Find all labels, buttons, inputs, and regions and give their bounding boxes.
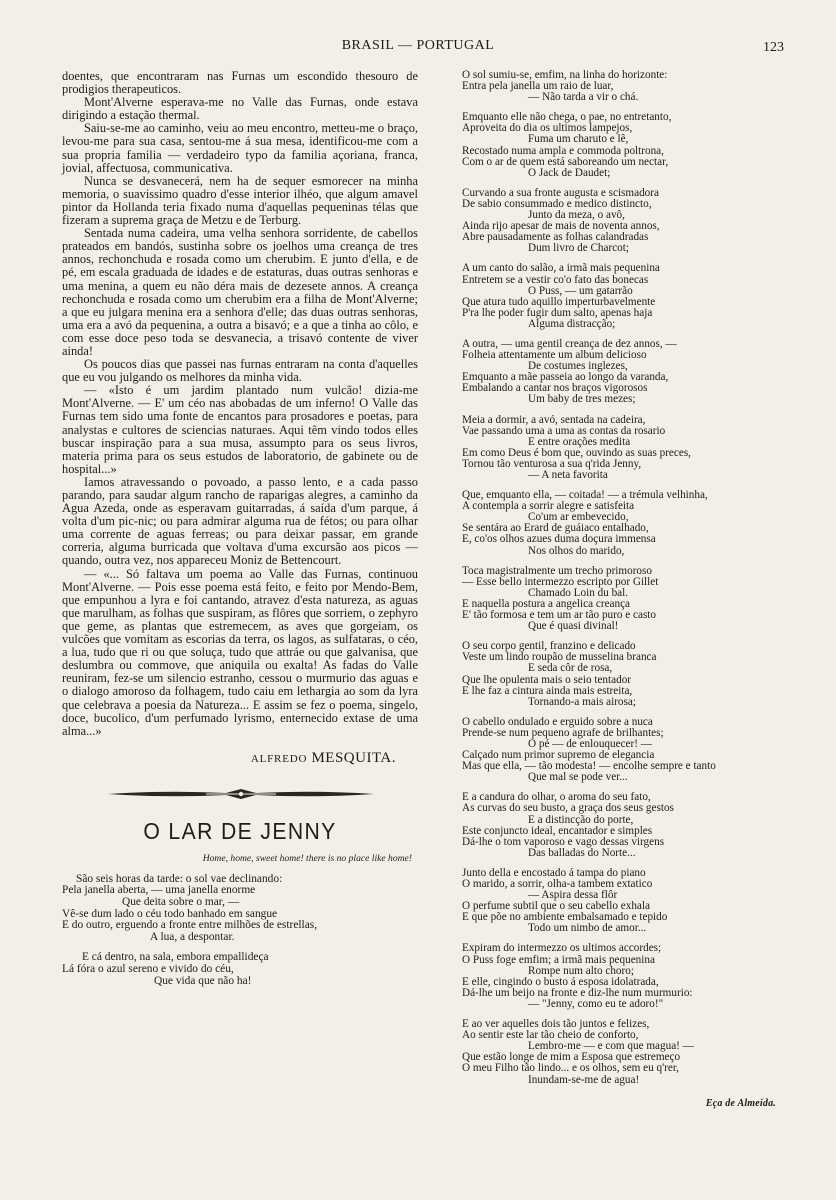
poem-line: — Aspira dessa flôr <box>528 889 618 902</box>
poem-line: A um canto do salão, a irmã mais pequenina <box>462 262 660 275</box>
stanza <box>462 943 776 1010</box>
poem-line: — Esse bello intermezzo escripto por Gillet <box>462 575 659 588</box>
poem-line: Inundam-se-me de agua! <box>528 1073 640 1086</box>
poem-line: E elle, cingindo o busto á esposa idolatrada, <box>462 975 659 988</box>
poem-line: Entra pela janella um raio de luar, <box>462 80 614 93</box>
poem-line: Junto da meza, o avô, <box>528 209 625 222</box>
poem-line: O Puss foge emfim; a irmã mais pequenina <box>462 953 655 966</box>
poem-line: O cabello ondulado e erguido sobre a nuca <box>462 715 653 728</box>
signature-last-name: MESQUITA. <box>311 749 396 766</box>
poem-line: Lembro-me — e com que magua! — <box>528 1040 694 1053</box>
poem-line: Embalando a cantar nos braços vigorosos <box>462 382 648 395</box>
running-title: BRASIL — PORTUGAL <box>341 38 495 53</box>
poem-title: O LAR DE JENNY <box>143 817 337 844</box>
poem-line: Junto della e encostado á tampa do piano <box>462 866 646 879</box>
poem-right-part <box>462 70 776 1086</box>
poem-line: Que deita sobre o mar, — <box>122 895 240 908</box>
poem-line: E seda côr de rosa, <box>528 662 613 675</box>
poem-line: E ao ver aquelles dois tão juntos e felizes, <box>462 1018 650 1031</box>
poem-line: Dum livro de Charcot; <box>528 242 629 255</box>
poem-line: E, co'os olhos azues duma doçura immensa <box>462 533 656 546</box>
poem-line: A lua, a despontar. <box>150 930 235 943</box>
poem-line: Dá-lhe o tom vaporoso e vago dessas virgens <box>462 835 665 848</box>
poem-line: Lá fóra o azul sereno e vivido do céu, <box>62 962 234 975</box>
poem-line: Chamado Loin du bal. <box>528 586 629 599</box>
poem-line: Dá-lhe um beijo na fronte e diz-lhe num murmurio: <box>462 986 693 999</box>
poem-line: Veste um lindo roupão de musselina branca <box>462 651 657 664</box>
poem-line: Vae passando uma a uma as contas da rosario <box>462 424 666 437</box>
poem-line: A outra, — uma gentil creança de dez annos, — <box>462 337 677 350</box>
poem-line: O seu corpo gentil, franzino e delicado <box>462 640 636 653</box>
stanza <box>462 868 776 935</box>
poem-line: E lhe faz a cintura ainda mais estreita, <box>462 684 633 697</box>
poem-line: Aproveita do dia os ultimos lampejos, <box>462 122 633 135</box>
poem-line: E a candura do olhar, o aroma do seu fato, <box>462 791 651 804</box>
poem-line: E que põe no ambiente embalsamado e tepido <box>462 911 668 924</box>
poem-line: Em como Deus é bom que, ouvindo as suas preces, <box>462 446 691 459</box>
signature-first-name: ALFREDO <box>250 752 308 765</box>
stanza <box>462 112 776 179</box>
poem-line: Fuma um charuto e lê, <box>528 133 629 146</box>
poem-line: O Puss, — um gatarrão <box>528 284 633 297</box>
poem-line: Que atura tudo aquillo imperturbavelmente <box>462 295 656 308</box>
poem-line: O meu Filho tão lindo... e os olhos, sem eu q'rer, <box>462 1062 679 1075</box>
poem-line: Vê-se dum lado o céu todo banhado em sangue <box>62 907 278 920</box>
poem-line: Recostado numa ampla e commoda poltrona, <box>462 144 664 157</box>
poem-line: De sabio consummado e medico distincto, <box>462 197 652 210</box>
poem-line: E cá dentro, na sala, embora empallideça <box>82 951 269 964</box>
stanza <box>462 339 776 406</box>
poem-line: Pela janella aberta, — uma janella enorme <box>62 884 256 897</box>
paragraph: doentes, que encontraram nas Furnas um escondido thesouro de prodigios therapeuticos. <box>62 69 418 97</box>
stanza <box>462 490 776 557</box>
poem-line: Tornou tão venturosa a sua q'rida Jenny, <box>462 457 642 470</box>
poem-line: E naquella postura a angelica creança <box>462 597 631 610</box>
paragraph: Sentada numa cadeira, uma velha senhora sorridente, de cabellos prateados em bandós, sustinha sobre os joelhos uma creança de tres annos, rechonchuda e rosada como um cherubim. E junto d'ella, e de pé, em escala graduada de idades e de estaturas, duas outras senhoras e uma menina, a quem eu não déra mais de dezesete annos. A creança rechonchuda e rosada como um cherubim era a filha de Mont'Alverne; a que eu julgara menina era a senhora d'elle; das duas outras senhoras, uma era a avó da pequenina, a outra a bisavó; e a que a tinha ao côlo, e com esse doce peso toda se desvanecia, a trisavó contente de viver ainda! <box>62 226 418 358</box>
poem-line: E a distincção do porte, <box>528 813 634 826</box>
page-header <box>0 38 836 58</box>
poem-line: Que, emquanto ella, — coitada! — a trémula velhinha, <box>462 489 708 502</box>
poem-line: Que estão longe de mim a Esposa que estremeço <box>462 1051 681 1064</box>
poem-line: P'ra lhe poder fugir dum salto, apenas haja <box>462 306 653 319</box>
stanza <box>462 717 776 784</box>
poem-line: Tornando-a mais airosa; <box>528 695 636 708</box>
ornament-divider-icon <box>106 787 376 801</box>
poem-line: Nos olhos do marido, <box>528 544 625 557</box>
paragraph: Nunca se desvanecerá, nem ha de sequer esmorecer na minha memoria, o suavissimo quadro d'esse interior ilhéo, que algum amavel pintor da Hollanda teria fixado numa d'aquellas pequeninas télas que fizeram a suprema graça de Metzu e de Terburg. <box>62 173 418 228</box>
stanza <box>62 952 418 987</box>
poem-left-part <box>62 874 418 987</box>
poem-line: Mas que ella, — tão modesta! — encolhe sempre e tanto <box>462 760 716 773</box>
poem-line: Alguma distracção; <box>528 317 616 330</box>
poem-line: Abre pausadamente as folhas calandradas <box>462 231 649 244</box>
poem-line: E entre orações medita <box>528 435 631 448</box>
poem-line: Das balladas do Norte... <box>528 846 636 859</box>
poem-line: Folheia attentamente um album delicioso <box>462 349 647 362</box>
poem-line: O sol sumiu-se, emfim, na linha do horizonte: <box>462 69 668 81</box>
poem-line: — "Jenny, como eu te adoro!" <box>528 997 664 1010</box>
poem-line: Emquanto a mãe passeia ao longo da varanda, <box>462 371 669 384</box>
poem-epigraph: Home, home, sweet home! there is no place like home! <box>202 852 412 864</box>
stanza <box>462 263 776 330</box>
poem-line: O Jack de Daudet; <box>528 166 611 179</box>
poem-author: Eça de Almeida. <box>705 1097 776 1109</box>
stanza <box>462 566 776 633</box>
poem-line: Que é quasi divinal! <box>528 620 619 633</box>
paragraph: Mont'Alverne esperava-me no Valle das Furnas, onde estava dirigindo a estação thermal. <box>62 95 418 123</box>
poem-line: Que mal se pode ver... <box>528 771 628 784</box>
poem-line: — Não tarda a vir o chá. <box>528 91 639 104</box>
left-column <box>62 70 418 996</box>
poem-line: Este conjuncto ideal, encantador e simples <box>462 824 653 837</box>
poem-line: Curvando a sua fronte augusta e scismadora <box>462 186 659 199</box>
poem-line: Que vida que não ha! <box>154 974 252 987</box>
poem-line: Com o ar de quem está saboreando um nectar, <box>462 155 669 168</box>
poem-line: Expiram do intermezzo os ultimos accordes; <box>462 942 662 955</box>
poem-line: Um baby de tres mezes; <box>528 393 636 406</box>
poem-line: Se sentára ao Erard de guáiaco entalhado, <box>462 522 649 535</box>
page-number: 123 <box>763 40 784 55</box>
article-signature <box>62 750 396 767</box>
stanza <box>462 188 776 255</box>
stanza <box>462 415 776 482</box>
stanza <box>462 70 776 103</box>
poem-line: E do outro, erguendo a fronte entre milhões de estrellas, <box>62 919 318 932</box>
poem-line: Calçado num primor supremo de elegancia <box>462 749 655 762</box>
poem-line: O perfume subtil que o seu cabello exhala <box>462 900 650 913</box>
poem-line: A contempla a sorrir alegre e satisfeita <box>462 500 635 513</box>
poem-line: Meia a dormir, a avó, sentada na cadeira, <box>462 413 646 426</box>
paragraph: Os poucos dias que passei nas furnas entraram na conta d'aquelles que eu vou julgando os melhores da minha vida. <box>62 357 418 385</box>
poem-line: Toca magistralmente um trecho primoroso <box>462 564 652 577</box>
poem-line: Emquanto elle não chega, o pae, no entretanto, <box>462 111 672 124</box>
article-prose <box>62 70 418 738</box>
poem-line: Ao sentir este lar tão cheio de conforto, <box>462 1029 639 1042</box>
paragraph: Iamos atravessando o povoado, a passo lento, e a cada passo parando, para saudar algum rancho de raparigas alegres, a caminho da Agua Azeda, onde as esperavam guitarradas, á saída d'um parque, á volta d'um pic-nic; ou para admirar alguma rua de fétos; ou para olhar uma corrente de aguas ferreas; ou para deixar passar, em grande correria, alguma burricada que voltava d'uma excursão aos picos — quando, outra vez, nos appareceu Moniz de Bettencourt. <box>62 474 418 568</box>
poem-line: O pé — de enlouquecer! — <box>528 737 652 750</box>
poem-line: De costumes inglezes, <box>528 360 628 373</box>
poem-line: Co'um ar embevecido, <box>528 511 629 524</box>
paragraph: — «... Só faltava um poema ao Valle das Furnas, continuou Mont'Alverne. — Pois esse poema está feito, e feito por Mendo-Bem, que empunhou a lyra e foi cantando, atravez d'esta natureza, as aguas que marulham, as folhas que suspiram, as flôres que sorriem, o zephyro que geme, as plantas que estremecem, as aves que gorgeiam, os vulcões que vomitam as escorias da terra, os lagos, as sulfataras, o céo, a lua, tudo que ri ou que soluça, tudo que attráe ou que galvanisa, que deslumbra ou commove, que aniquila ou exalta! As fadas do Valle reuniram, fez-se um silencio estranho, cessou o murmurio das aguas e o dialogo amoroso da folhagem, tudo caiu em lethargia ao som da lyra que celebrava a poesia da Natureza... E assim se fez o poema, singelo, doce, bucolico, d'um perfumado lyrismo, enternecido extase de uma alma...» <box>62 566 418 738</box>
poem-line: Rompe num alto choro; <box>528 964 634 977</box>
poem-line: São seis horas da tarde: o sol vae declinando: <box>76 872 283 885</box>
right-column <box>462 70 776 1109</box>
poem-line: Que lhe opulenta mais o seio tentador <box>462 673 632 686</box>
poem-line: O marido, a sorrir, olha-a tambem extatico <box>462 878 653 890</box>
poem-line: Prende-se num pequeno agrafe de brilhantes; <box>462 726 664 739</box>
stanza <box>62 874 418 944</box>
poem-line: Entretem se a vestir co'o fato das bonecas <box>462 273 649 286</box>
stanza <box>462 1019 776 1086</box>
poem-line: E' tão formosa e tem um ar tão puro e casto <box>462 609 657 622</box>
paragraph: Saiu-se-me ao caminho, veiu ao meu encontro, metteu-me o braço, levou-me para sua casa, sentou-me á sua mesa, identificou-me com a sua propria familia — verdadeiro typo da familia açoriana, franca, jovial, affectuosa, communicativa. <box>62 121 418 175</box>
poem-line: — A neta favorita <box>528 469 608 481</box>
stanza <box>462 792 776 859</box>
poem-line: Todo um nimbo de amor... <box>528 922 647 935</box>
stanza <box>462 641 776 708</box>
poem-line: Ainda rijo apesar de mais de noventa annos, <box>462 220 660 233</box>
poem-line: As curvas do seu busto, a graça dos seus gestos <box>462 802 674 815</box>
paragraph: — «Isto é um jardim plantado num vulcão! dizia-me Mont'Alverne. — E' um céo nas abobadas de um inferno! O Valle das Furnas tem sido uma fonte de encantos para prosadores e poetas, para analystas e cultores de sciencias naturaes. Aqui têm vindo todos elles buscar inspiração para a sua musa, assumpto para os seus livros, materia prima para os seus estudos de laboratorio, de gabinete ou de hospital...» <box>62 383 418 476</box>
